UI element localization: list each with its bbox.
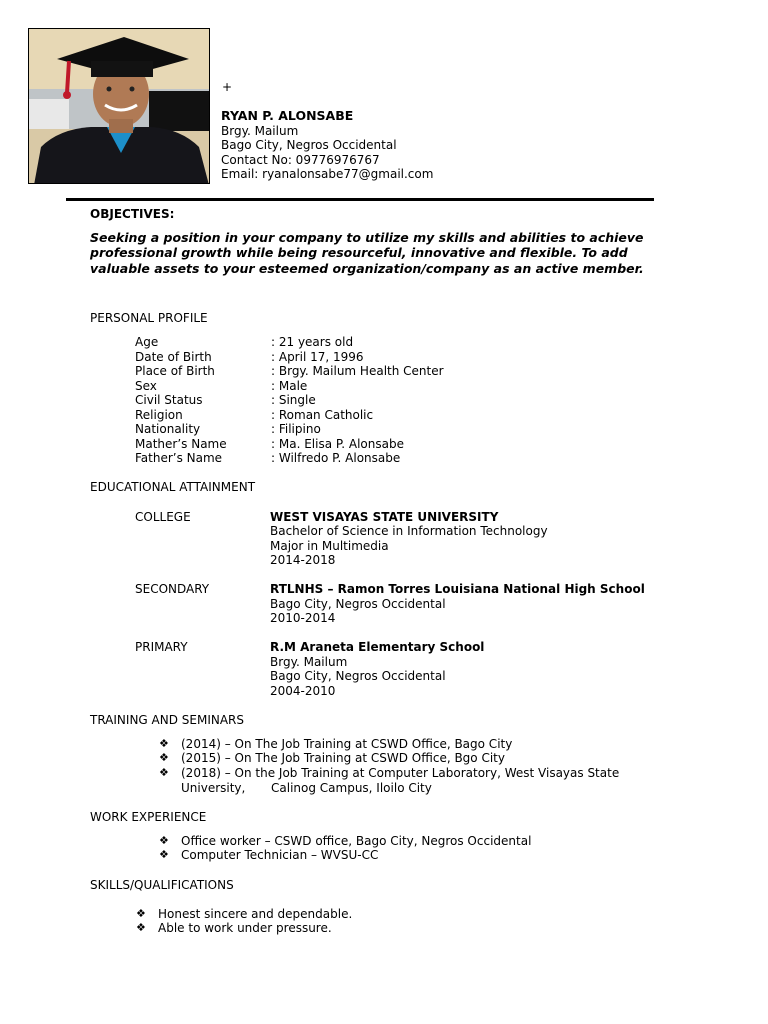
bullet-icon: ❖ <box>136 921 146 934</box>
training-item: (2015) – On The Job Training at CSWD Office, Bgo City <box>181 751 505 765</box>
bullet-icon: ❖ <box>159 737 169 750</box>
skills-heading: SKILLS/QUALIFICATIONS <box>90 878 234 892</box>
email-address: Email: ryanalonsabe77@gmail.com <box>221 167 434 181</box>
training-item-continuation: University, <box>181 781 246 795</box>
bullet-icon: ❖ <box>159 848 169 861</box>
bullet-icon: ❖ <box>136 907 146 920</box>
objective-line: Seeking a position in your company to utilize my skills and abilities to achieve <box>90 230 644 245</box>
objective-line: valuable assets to your esteemed organization/company as an active member. <box>90 261 644 276</box>
profile-label: Place of Birth <box>135 364 215 378</box>
profile-value: : Single <box>271 393 316 407</box>
profile-value: : 21 years old <box>271 335 354 349</box>
address-line1: Brgy. Mailum <box>221 124 299 138</box>
profile-value: : Roman Catholic <box>271 408 374 422</box>
profile-label: Sex <box>135 379 157 393</box>
skill-item: Honest sincere and dependable. <box>158 907 353 921</box>
secondary-school: RTLNHS – Ramon Torres Louisiana National High School <box>270 582 645 596</box>
bullet-icon: ❖ <box>159 766 169 779</box>
profile-label: Civil Status <box>135 393 203 407</box>
profile-label: Age <box>135 335 159 349</box>
college-label: COLLEGE <box>135 510 191 524</box>
applicant-name: RYAN P. ALONSABE <box>221 108 354 123</box>
secondary-address: Bago City, Negros Occidental <box>270 597 446 611</box>
bullet-icon: ❖ <box>159 751 169 764</box>
personal-profile-heading: PERSONAL PROFILE <box>90 311 208 325</box>
training-item: (2014) – On The Job Training at CSWD Office, Bago City <box>181 737 513 751</box>
objectives-heading: OBJECTIVES: <box>90 207 175 221</box>
work-item: Office worker – CSWD office, Bago City, Negros Occidental <box>181 834 532 848</box>
profile-label: Date of Birth <box>135 350 212 364</box>
primary-label: PRIMARY <box>135 640 188 654</box>
college-major: Major in Multimedia <box>270 539 389 553</box>
contact-number: Contact No: 09776976767 <box>221 153 380 167</box>
objective-line: professional growth while being resourceful, innovative and flexible. To add <box>90 245 628 260</box>
primary-school: R.M Araneta Elementary School <box>270 640 485 654</box>
primary-years: 2004-2010 <box>270 684 336 698</box>
plus-mark: + <box>222 80 233 94</box>
work-experience-heading: WORK EXPERIENCE <box>90 810 207 824</box>
skill-item: Able to work under pressure. <box>158 921 332 935</box>
training-item-continuation: Calinog Campus, Iloilo City <box>271 781 432 795</box>
training-heading: TRAINING AND SEMINARS <box>90 713 245 727</box>
work-item: Computer Technician – WVSU-CC <box>181 848 379 862</box>
profile-value: : April 17, 1996 <box>271 350 364 364</box>
primary-address-line2: Bago City, Negros Occidental <box>270 669 446 683</box>
address-line2: Bago City, Negros Occidental <box>221 138 397 152</box>
secondary-years: 2010-2014 <box>270 611 336 625</box>
header-divider <box>66 198 654 201</box>
graduate-photo-icon <box>29 29 210 184</box>
secondary-label: SECONDARY <box>135 582 210 596</box>
profile-value: : Brgy. Mailum Health Center <box>271 364 444 378</box>
profile-value: : Male <box>271 379 308 393</box>
college-school: WEST VISAYAS STATE UNIVERSITY <box>270 510 499 524</box>
profile-value: : Ma. Elisa P. Alonsabe <box>271 437 404 451</box>
education-heading: EDUCATIONAL ATTAINMENT <box>90 480 256 494</box>
profile-label: Nationality <box>135 422 201 436</box>
primary-address-line1: Brgy. Mailum <box>270 655 348 669</box>
profile-value: : Filipino <box>271 422 321 436</box>
college-years: 2014-2018 <box>270 553 336 567</box>
college-degree: Bachelor of Science in Information Technology <box>270 524 548 538</box>
bullet-icon: ❖ <box>159 834 169 847</box>
profile-photo <box>28 28 210 184</box>
profile-label: Mather’s Name <box>135 437 227 451</box>
profile-value: : Wilfredo P. Alonsabe <box>271 451 401 465</box>
profile-label: Religion <box>135 408 183 422</box>
profile-label: Father’s Name <box>135 451 223 465</box>
training-item: (2018) – On the Job Training at Computer Laboratory, West Visayas State <box>181 766 620 780</box>
